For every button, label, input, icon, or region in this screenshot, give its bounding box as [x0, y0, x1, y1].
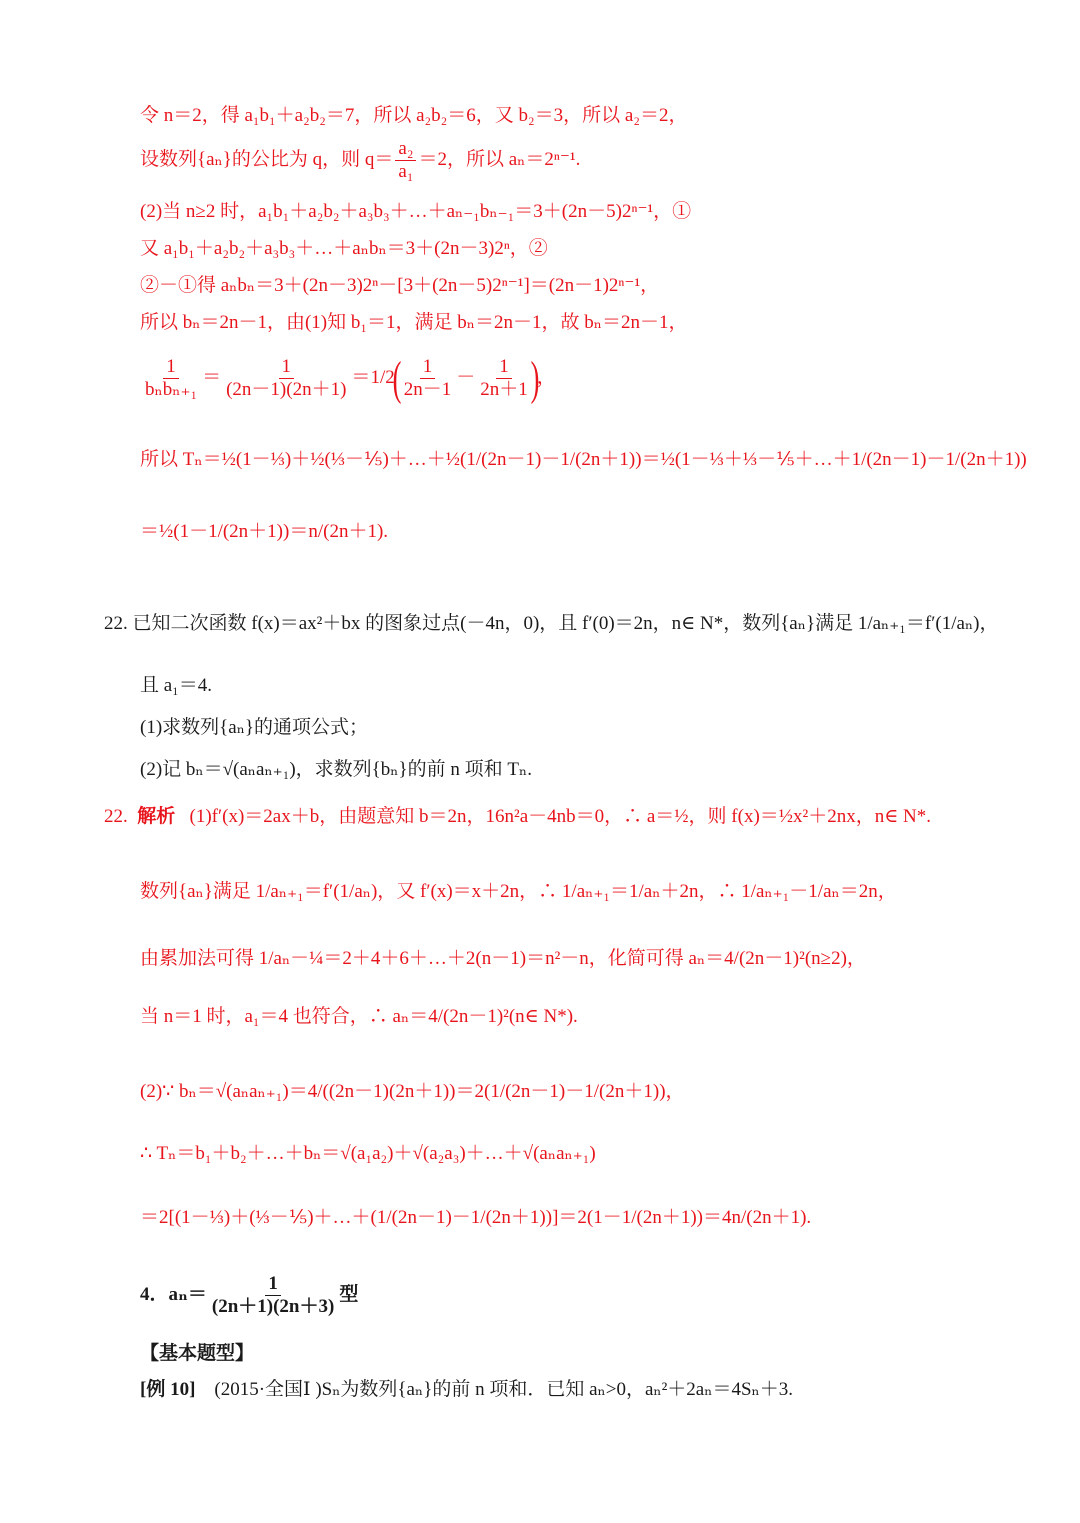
formula-line: 1 bₙbₙ₊₁ ＝ $\frac{1}{(2n-1)(2n+1)}$ ＝1/2( $\frac{1}{2n-1}$ － $\frac{1}{2n+1}$ )，: [145, 351, 556, 405]
solution-22-line: 22. 解析 (1)f′(x)＝2ax＋b，由题意知 b＝2n，16n²a－4nb＝0，∴ a＝½，则 f(x)＝½x²＋2nx，n∈ N*.: [104, 806, 932, 827]
example-10: [例 10] (2015·全国Ⅰ )Sₙ为数列{aₙ}的前 n 项和．已知 aₙ>0，aₙ²＋2aₙ＝4Sₙ＋3.: [140, 1379, 793, 1400]
solution-line: (2)∵ bₙ＝√(aₙaₙ₊₁)＝4/((2n－1)(2n＋1))＝2(1/(2n－1)－1/(2n＋1))，: [140, 1081, 685, 1102]
solution-line: 当 n＝1 时，a₁＝4 也符合，∴ aₙ＝4/(2n－1)²(n∈ N*).: [140, 1006, 578, 1027]
solution-line: 数列{aₙ}满足 1/aₙ₊₁＝f′(1/aₙ)，又 f′(x)＝x＋2n，∴ 1/aₙ₊₁＝1/aₙ＋2n，∴ 1/aₙ₊₁－1/aₙ＝2n，: [140, 881, 897, 902]
solution-line: 令 n＝2，得 a₁b₁＋a₂b₂＝7，所以 a₂b₂＝6，又 b₂＝3，所以 a₂＝2，: [140, 105, 688, 126]
question-line: 且 a₁＝4.: [140, 675, 213, 696]
solution-line: ＝2[(1－⅓)＋(⅓－⅕)＋…＋(1/(2n－1)－1/(2n＋1))]＝2(1－1/(2n＋1))＝4n/(2n＋1).: [140, 1207, 812, 1228]
formula-line: 所以 Tₙ＝½(1－⅓)＋½(⅓－⅕)＋…＋½(1/(2n－1)－1/(2n＋1))＝½(1－⅓＋⅓－⅕＋…＋1/(2n－1)－1/(2n＋1)): [140, 449, 1027, 470]
solution-line: (2)当 n≥2 时，a₁b₁＋a₂b₂＋a₃b₃＋…＋aₙ₋₁bₙ₋₁＝3＋(2n－5)2ⁿ⁻¹，①: [140, 201, 692, 222]
formula-line: ＝½(1－1/(2n＋1))＝n/(2n＋1).: [140, 521, 389, 542]
solution-line: 所以 bₙ＝2n－1，由(1)知 b₁＝1，满足 bₙ＝2n－1，故 bₙ＝2n－1，: [140, 312, 688, 333]
solution-line: 由累加法可得 1/aₙ－¼＝2＋4＋6＋…＋2(n－1)＝n²－n，化简可得 aₙ＝4/(2n－1)²(n≥2)，: [140, 948, 866, 969]
question-line: (2)记 bₙ＝√(aₙaₙ₊₁)，求数列{bₙ}的前 n 项和 Tₙ.: [140, 759, 532, 780]
solution-line: ②－①得 aₙbₙ＝3＋(2n－3)2ⁿ－[3＋(2n－5)2ⁿ⁻¹]＝(2n－1)2ⁿ⁻¹，: [140, 275, 660, 296]
solution-line: 设数列{aₙ}的公比为 q，则 q＝ $\frac{\text{a₂}}{\text{a₁}}$ ＝2，所以 aₙ＝2ⁿ⁻¹.: [140, 138, 581, 183]
solution-line: 又 a₁b₁＋a₂b₂＋a₃b₃＋…＋aₙbₙ＝3＋(2n－3)2ⁿ，②: [140, 238, 548, 259]
section-heading: 4．aₙ＝ $\frac{1}{(2n+1)(2n+3)}$ 型: [140, 1273, 359, 1318]
question-22: 22. 已知二次函数 f(x)＝ax²＋bx 的图象过点(－4n，0)，且 f′(0)＝2n，n∈ N*，数列{aₙ}满足 1/aₙ₊₁＝f′(1/aₙ)，: [104, 613, 999, 634]
basic-type-heading: 【基本题型】: [140, 1343, 255, 1364]
question-line: (1)求数列{aₙ}的通项公式；: [140, 717, 369, 738]
solution-line: ∴ Tₙ＝b₁＋b₂＋…＋bₙ＝√(a₁a₂)＋√(a₂a₃)＋…＋√(aₙaₙ₊₁): [140, 1143, 596, 1164]
